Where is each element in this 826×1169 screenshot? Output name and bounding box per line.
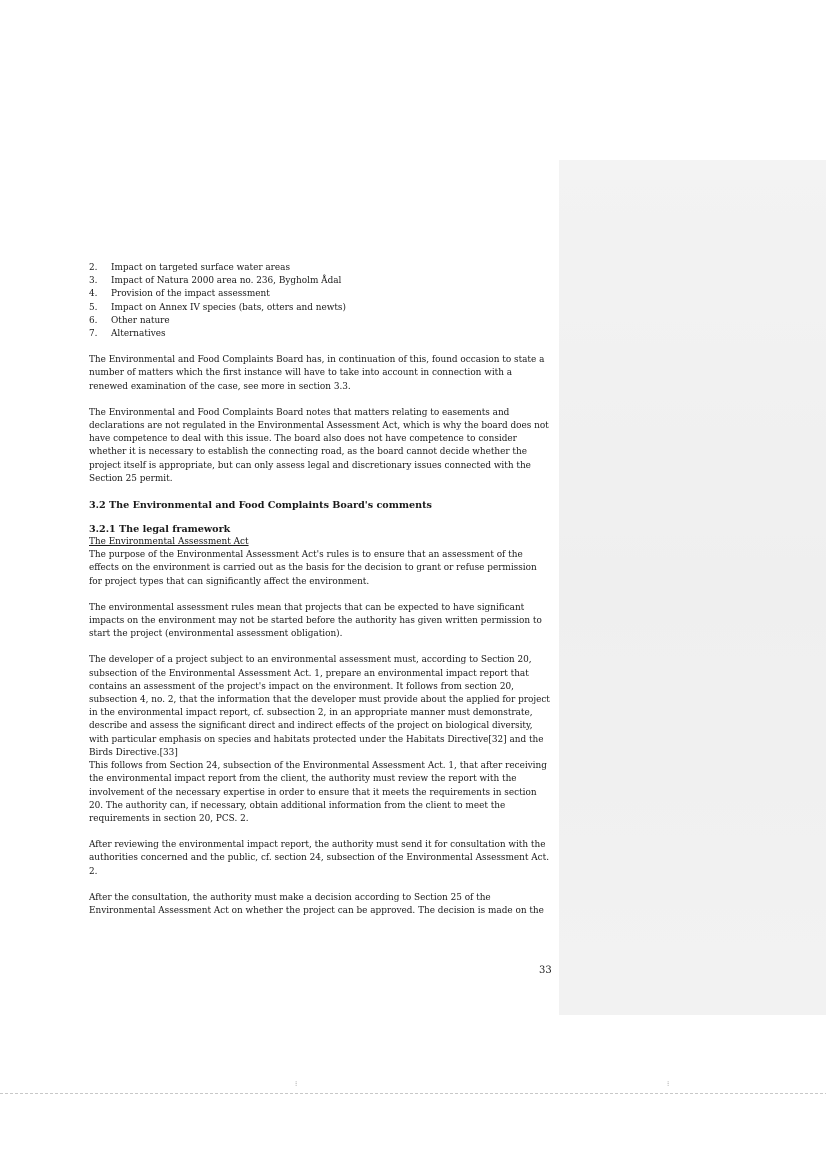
list-item-text: Impact on Annex IV species (bats, otters and newts) [111,302,346,313]
list-item [89,262,551,275]
list-item-text: Impact on targeted surface water areas [111,263,291,273]
paragraph-decision: After the consultation, the authority must make a decision according to Section 25 of the Environmental Assessment Act on whether the project can be approved. The decision is made on the [89,892,544,916]
paragraph-assessment-obligation: The environmental assessment rules mean that projects that can be expected to have significant impacts on the environment may not be started before the authority has given written permission to start the project (environmental assessment obligation). [89,602,542,640]
list-item-number: 4. [89,289,98,300]
list-item-number: 5. [89,302,98,313]
list-item-number: 7. [89,329,98,340]
list-item-number: 2. [89,263,98,273]
paragraph-competence: The Environmental and Food Complaints Board notes that matters relating to easements and declarations are not regulated in the Environmental Assessment Act, which is why the board does not have competence to deal with this issue. The board also does not have competence to consider whether it is necessary to establish the connecting road, as the board cannot decide whether the project itself is appropriate, but can only assess legal and discretionary issues connected with the Section 25 permit. [89,407,549,484]
scan-mark-icon: ⁝ [295,1080,298,1088]
list-item [89,328,551,341]
paragraph-authority-review: This follows from Section 24, subsection of the Environmental Assessment Act. 1, that after receiving the environmental impact report from the client, the authority must review the report with the involvement of the necessary expertise in order to ensure that it meets the requirements in section 20. The authority can, if necessary, obtain additional information from the client to meet the requirements in section 20, PCS. 2. [89,761,547,824]
section-heading-3-2-1: 3.2.1 The legal framework [89,524,231,536]
list-item-text: Other nature [111,315,170,326]
scan-artifact-line [0,1093,826,1094]
list-item-number: 3. [89,276,98,287]
scan-shaded-margin [559,160,826,1015]
list-item [89,315,551,328]
list-item-text: Provision of the impact assessment [111,289,270,300]
list-item [89,302,551,315]
document-body [89,262,551,931]
paragraph-renewed-examination: The Environmental and Food Complaints Board has, in continuation of this, found occasion to state a number of matters which the first instance will have to take into account in connection with a renewed examination of the case, see more in section 3.3. [89,355,545,392]
list-item-number: 6. [89,315,98,326]
paragraph-consultation: After reviewing the environmental impact report, the authority must send it for consultation with the authorities concerned and the public, cf. section 24, subsection of the Environmental Assessment Act. 2. [89,840,550,877]
scan-mark-icon: ⁝ [667,1080,670,1088]
list-item-text: Alternatives [111,329,166,340]
page-number: 33 [539,965,552,976]
list-item [89,288,551,301]
list-item-text: Impact of Natura 2000 area no. 236, Bygholm Ådal [111,276,342,287]
section-heading-3-2: 3.2 The Environmental and Food Complaints Board's comments [89,500,432,512]
paragraph-purpose: The purpose of the Environmental Assessment Act's rules is to ensure that an assessment of the effects on the environment is carried out as the basis for the decision to grant or refuse permission for project types that can significantly affect the environment. [89,550,537,587]
subheading-environmental-assessment-act: The Environmental Assessment Act [89,537,249,548]
paragraph-developer-obligations: The developer of a project subject to an environmental assessment must, according to Section 20, subsection of the Environmental Assessment Act. 1, prepare an environmental impact report that contains an assessment of the project's impact on the environment. It follows from section 20, subsection 4, no. 2, that the information that the developer must provide about the applied for project in the environmental impact report, cf. subsection 2, in an appropriate manner must demonstrate, describe and assess the significant direct and indirect effects of the project on biological diversity, with particular emphasis on species and habitats protected under the Habitats Directive[32] and the Birds Directive.[33] [89,655,550,758]
numbered-list [89,262,551,341]
list-item [89,275,551,288]
